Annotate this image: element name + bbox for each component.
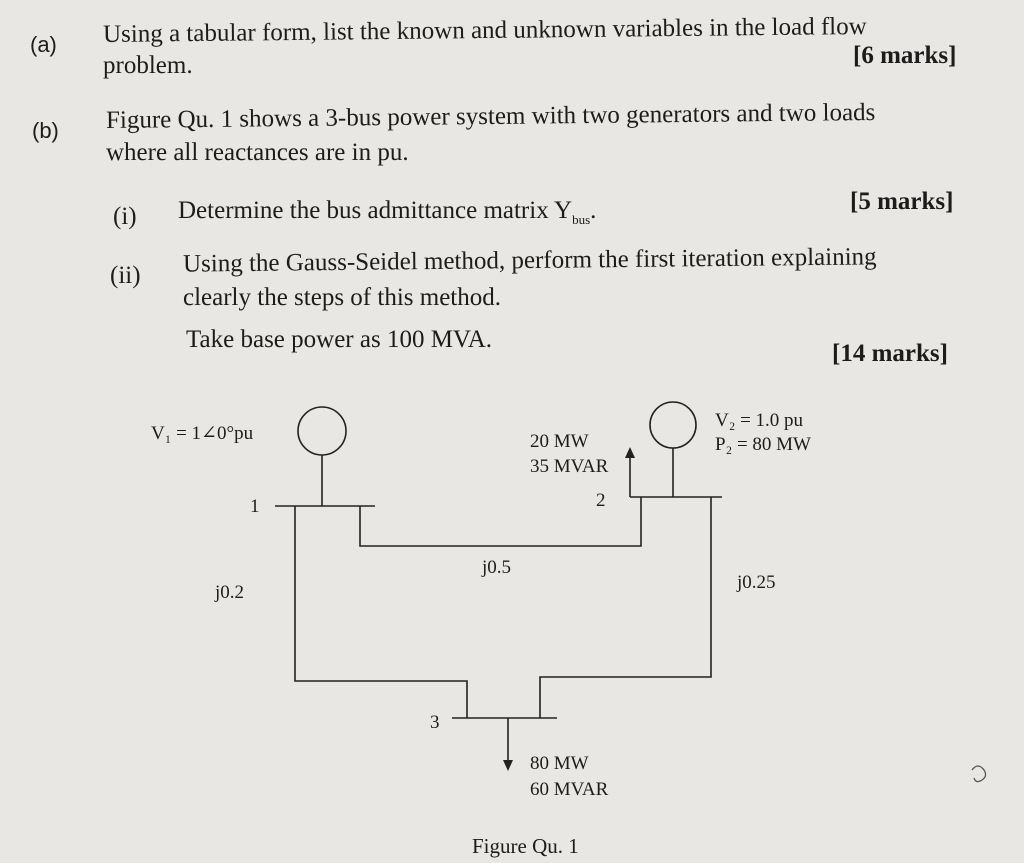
- figure-caption: Figure Qu. 1: [472, 834, 579, 858]
- bus-3-number: 3: [430, 712, 440, 733]
- part-ii-line2: clearly the steps of this method.: [183, 284, 501, 311]
- part-ii-marks: [14 marks]: [832, 340, 948, 367]
- bus-2-number: 2: [596, 490, 606, 511]
- part-i-subscript: bus: [572, 212, 591, 227]
- p2-label: P₂ = 80 MW: [715, 434, 811, 455]
- reactance-1-3: j0.2: [215, 582, 245, 603]
- reactance-2-3: j0.25: [737, 572, 776, 593]
- v2-label: V₂ = 1.0 pu: [715, 410, 804, 431]
- part-b-label: (b): [32, 118, 59, 143]
- part-a-marks: [6 marks]: [853, 42, 957, 69]
- part-i-text: Determine the bus admittance matrix Y: [178, 197, 573, 224]
- load-2-reactive: 35 MVAR: [530, 456, 609, 477]
- part-a-line2: problem.: [103, 52, 193, 79]
- bus-1-number: 1: [250, 496, 260, 517]
- part-ii-label: (ii): [110, 262, 141, 289]
- part-b-line1: Figure Qu. 1 shows a 3-bus power system with two generators and two loads: [105, 98, 876, 135]
- part-a-line1: Using a tabular form, list the known and unknown variables in the load flow: [102, 13, 867, 48]
- part-b-line2: where all reactances are in pu.: [106, 139, 409, 166]
- part-ii-line3: Take base power as 100 MVA.: [186, 326, 493, 353]
- load-2-power: 20 MW: [530, 431, 589, 452]
- reactance-1-2: j0.5: [482, 557, 512, 578]
- part-i-period: .: [590, 197, 597, 224]
- load-3-power: 80 MW: [530, 753, 589, 774]
- part-i-label: (i): [113, 203, 137, 230]
- part-i-marks: [5 marks]: [850, 188, 954, 215]
- load-3-reactive: 60 MVAR: [530, 779, 609, 800]
- part-a-label: (a): [30, 32, 57, 57]
- part-ii-line1: Using the Gauss-Seidel method, perform the first iteration explaining: [182, 243, 877, 278]
- v1-label: V₁ = 1∠0°pu: [151, 423, 254, 444]
